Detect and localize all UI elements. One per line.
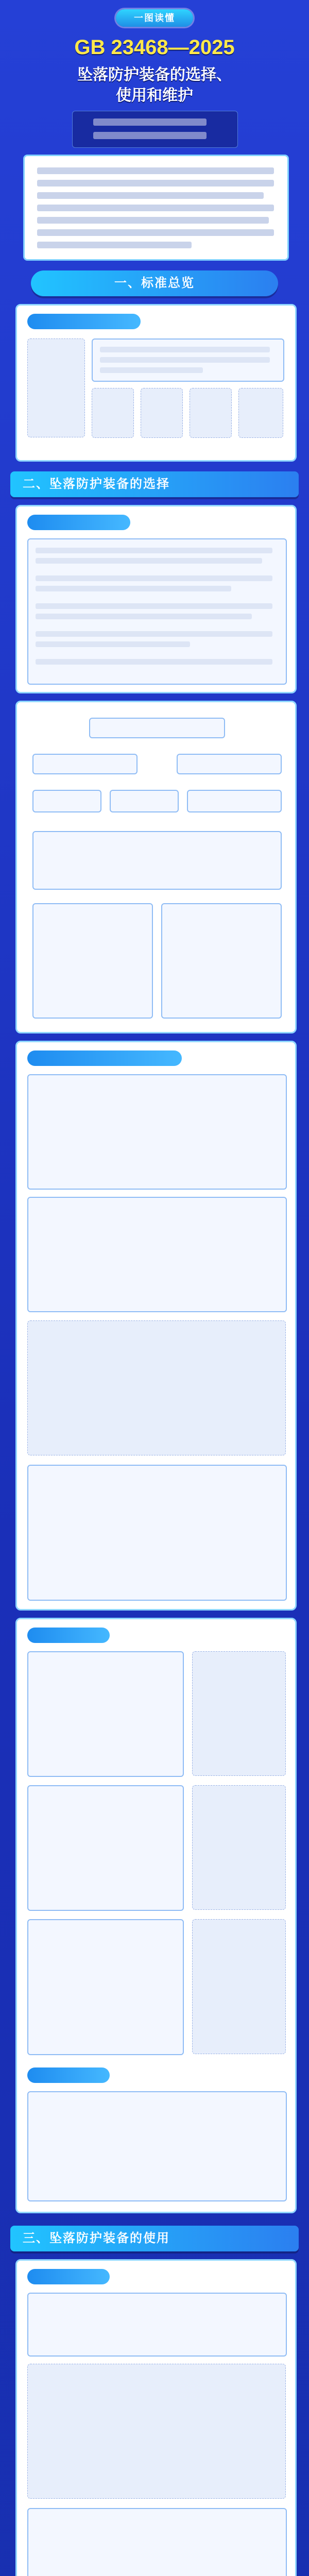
text-line (37, 229, 274, 236)
section-3-card (15, 2259, 297, 2576)
flow-node (89, 718, 225, 738)
main-subtitle-2: 使用和维护 (116, 87, 193, 104)
section-2-heading: 二、坠落防护装备的选择 (10, 471, 299, 497)
section-2-card-1 (15, 505, 297, 693)
equipment-illustration (192, 1651, 286, 1776)
subheading-pill (27, 2067, 110, 2083)
subheading-pill (27, 1628, 110, 1643)
info-box (92, 338, 284, 382)
flow-table (32, 903, 153, 1019)
main-title: GB 23468—2025 (74, 36, 235, 59)
info-box (27, 1197, 287, 1312)
meta-row (93, 132, 207, 139)
publication-dates (72, 111, 238, 148)
equipment-illustration (92, 388, 134, 438)
subheading-pill (27, 515, 130, 530)
section-1-card (15, 304, 297, 462)
main-subtitle-1: 坠落防护装备的选择、 (77, 66, 232, 83)
flow-node (32, 790, 101, 812)
section-2-card-3 (15, 1041, 297, 1611)
intro-card (23, 155, 289, 261)
info-box (27, 2293, 287, 2357)
subheading-pill (27, 314, 141, 329)
text-line (37, 242, 192, 248)
harness-illustration (27, 338, 85, 437)
equipment-illustration (192, 1785, 286, 1910)
scenario-illustration (27, 1320, 286, 1455)
info-box (27, 1919, 184, 2055)
text-line (37, 205, 274, 211)
info-box (27, 2508, 287, 2576)
info-box (27, 1651, 184, 1777)
flow-table (32, 831, 282, 890)
flow-node (187, 790, 282, 812)
info-box (27, 1074, 287, 1190)
equipment-illustration (238, 388, 283, 438)
text-line (37, 167, 274, 174)
flow-node (177, 754, 282, 774)
equipment-illustration (192, 1919, 286, 2054)
equipment-illustration (141, 388, 183, 438)
meta-row (93, 118, 207, 126)
info-box (27, 1465, 287, 1601)
flow-node (32, 754, 138, 774)
flow-node (110, 790, 179, 812)
header-tag: 一图读懂 (116, 9, 193, 27)
section-3-heading: 三、坠落防护装备的使用 (10, 2226, 299, 2251)
equipment-illustration (190, 388, 232, 438)
section-1-heading: 一、标准总览 (31, 270, 278, 296)
info-box (27, 2091, 287, 2201)
flow-table (161, 903, 282, 1019)
subheading-pill (27, 2269, 110, 2284)
text-line (37, 192, 264, 199)
text-line (37, 180, 274, 187)
section-2-flowchart-card (15, 701, 297, 1033)
subheading-pill (27, 1050, 182, 1066)
requirements-box (27, 538, 287, 685)
worksite-illustration (27, 2364, 286, 2499)
text-line (37, 217, 269, 224)
info-box (27, 1785, 184, 1911)
section-2-card-4 (15, 1618, 297, 2213)
